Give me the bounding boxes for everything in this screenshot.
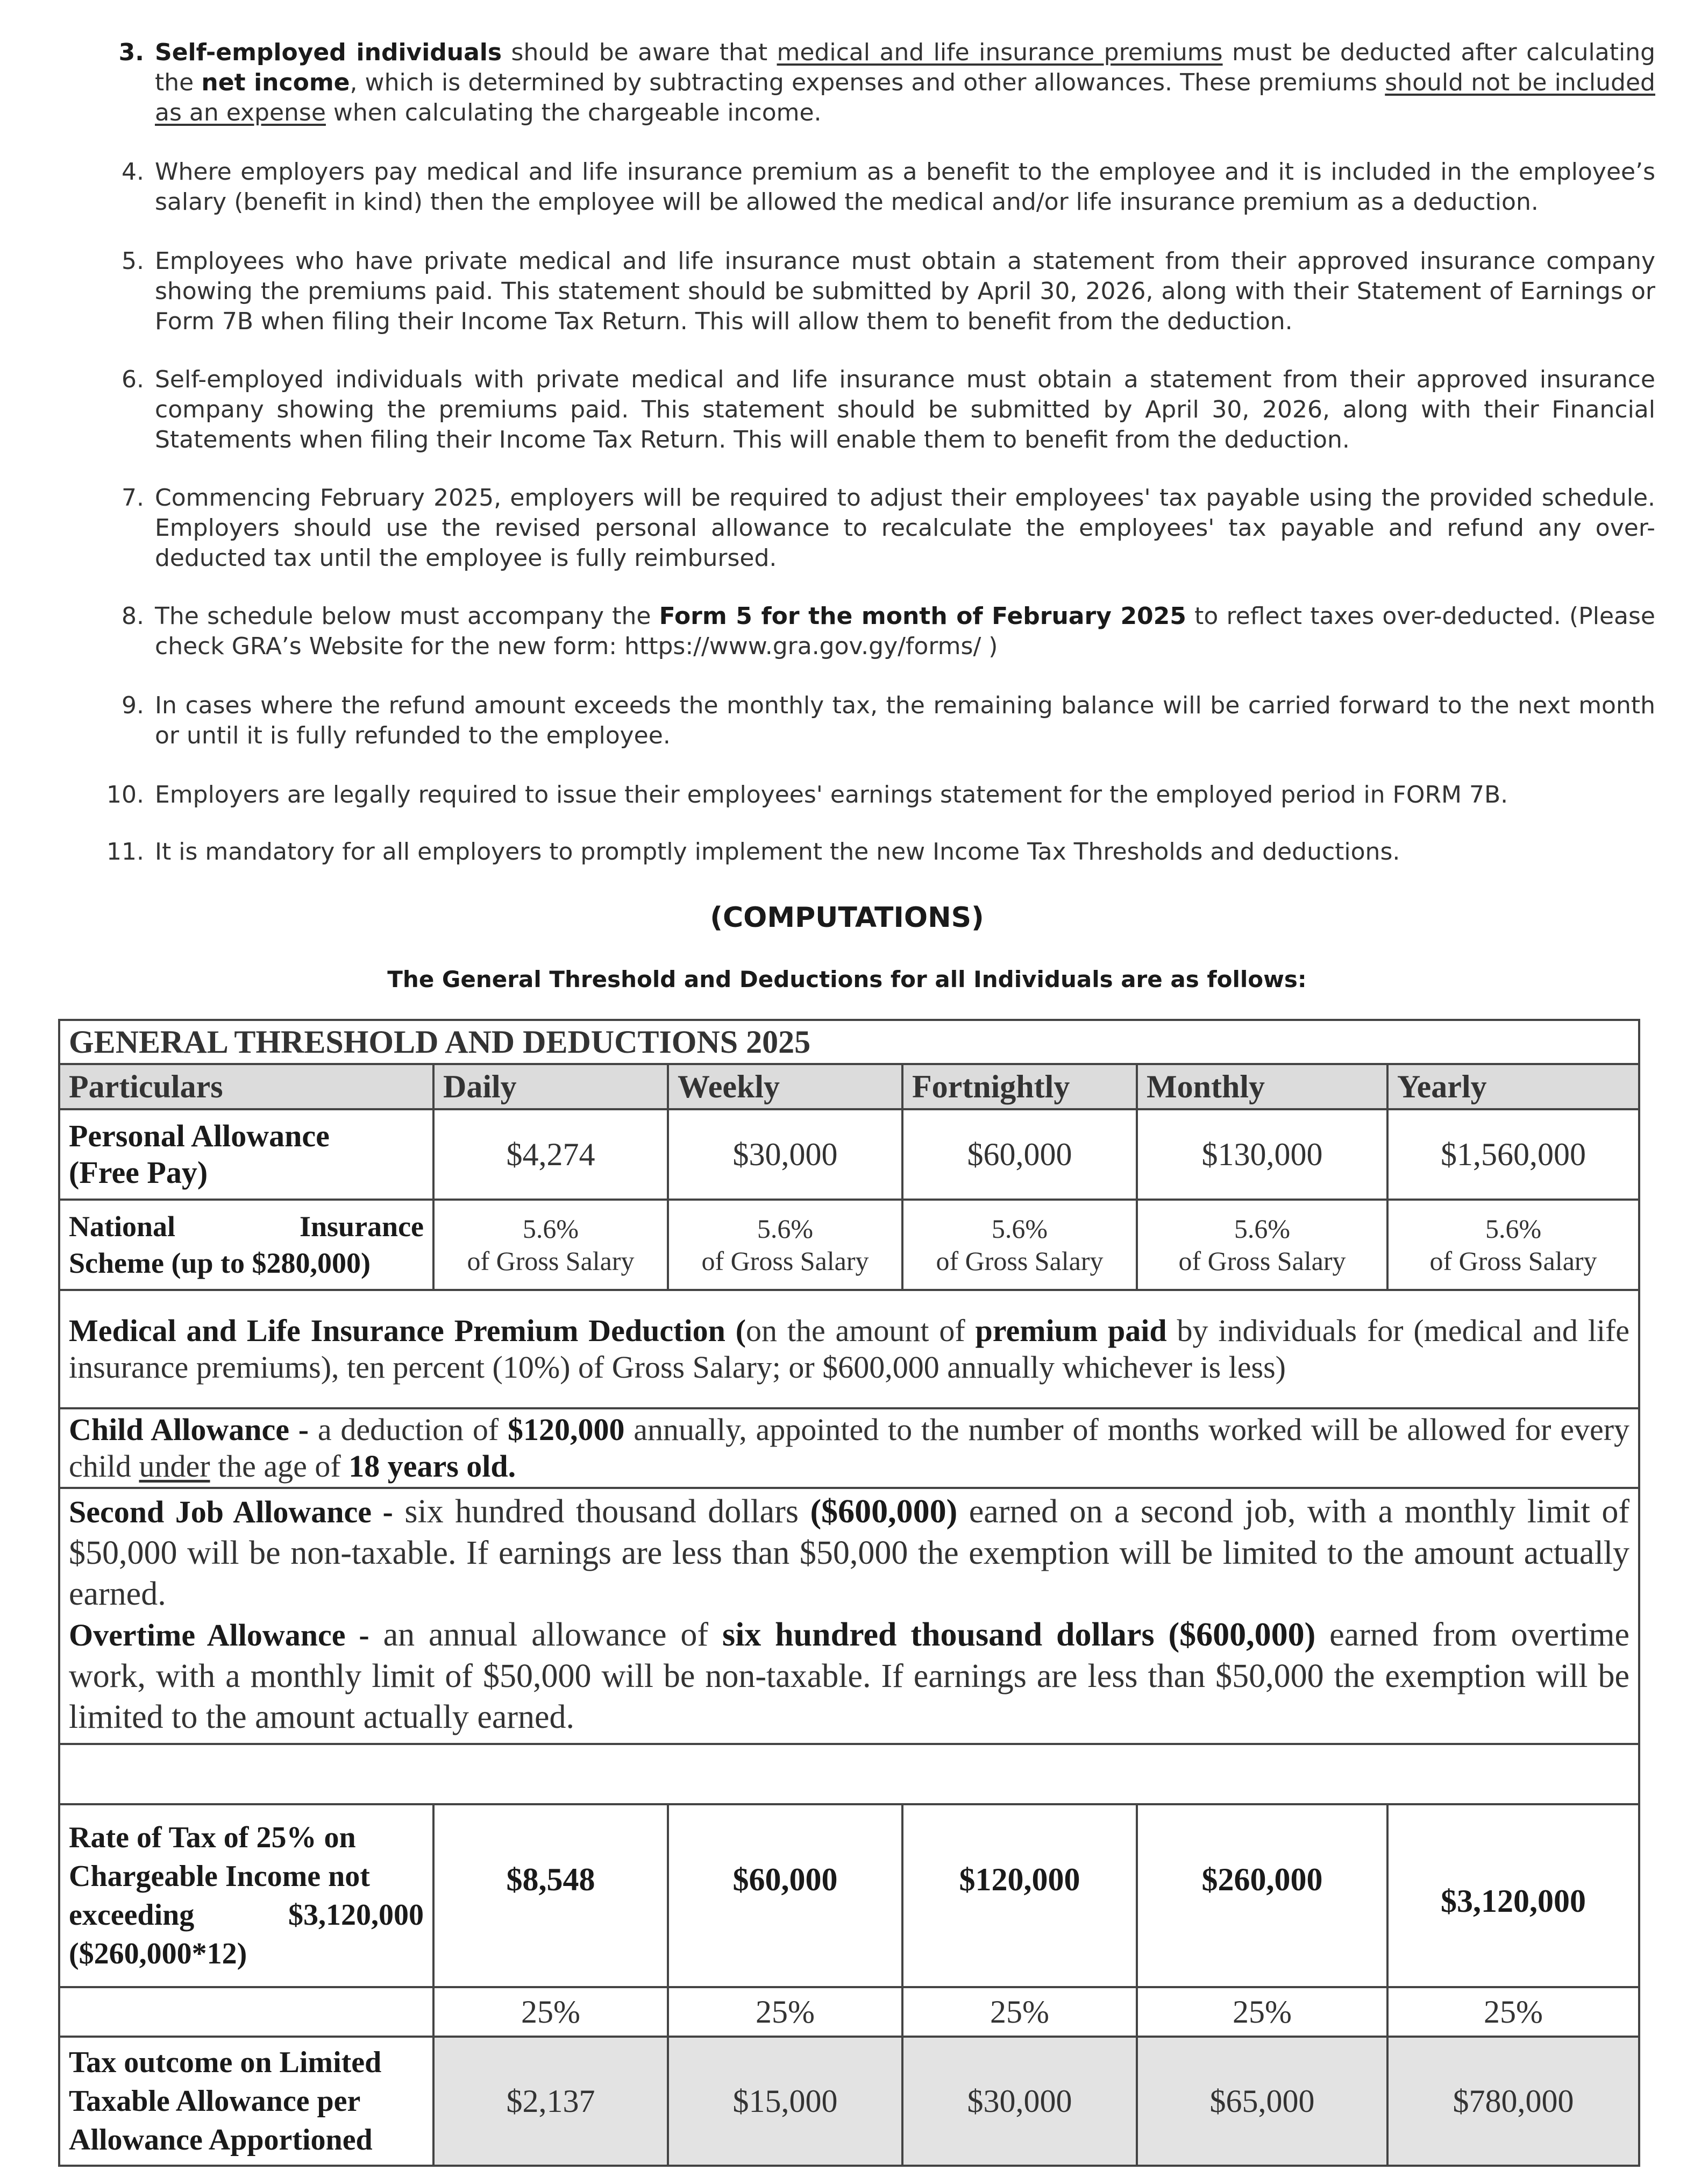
underlined-text: medical and life insurance premiums [777, 39, 1223, 66]
list-text [155, 38, 1655, 128]
header-yearly: Yearly [1387, 1064, 1639, 1109]
nis-label [59, 1200, 433, 1290]
overtime-allowance-text [59, 1614, 1639, 1744]
list-text [155, 601, 1655, 662]
table-row [59, 1987, 1639, 2037]
label-line: Allowance Apportioned [69, 2123, 373, 2157]
label-line: (Free Pay) [69, 1155, 208, 1190]
nis-rate: 5.6% [991, 1214, 1048, 1244]
label-line: Scheme (up to $280,000) [69, 1247, 371, 1279]
list-number: 5. [122, 247, 144, 275]
list-number: 11. [106, 838, 144, 866]
rate-value: 25% [1484, 1994, 1543, 2030]
list-text: Where employers pay medical and life insurance premium as a benefit to the employee and it is included in the employee’s salary (benefit in kind) then the employee will be allowed the medical and/or life insurance premium as a deduction. [155, 158, 1655, 216]
rate-value: 25% [990, 1994, 1049, 2030]
list-text: In cases where the refund amount exceeds the monthly tax, the remaining balance will be carried forward to the next month or until it is fully refunded to the employee. [155, 692, 1655, 749]
text: to reflect taxes over-deducted. (Please check GRA’s Website for the new form: https://www.gra.gov.gy/forms/ ) [155, 602, 1655, 660]
text: , which is determined by subtracting expenses and other allowances. These premiums [350, 69, 1385, 96]
list-number: 3. [118, 39, 144, 66]
list-text: Self-employed individuals with private medical and life insurance must obtain a statement from their approved insurance company showing the premiums paid. This statement should be submitted by April 30, 2026, along with their Financial Statements when filing their Income Tax Return. This will enable them to benefit from the deduction. [155, 366, 1655, 453]
table-cell: $30,000 [668, 1109, 902, 1200]
rate-label [59, 1804, 433, 1987]
bold-text: six hundred thousand dollars ($600,000) [722, 1616, 1316, 1653]
list-text: Commencing February 2025, employers will be required to adjust their employees' tax payable using the provided schedule. Employers should use the revised personal allowance to recalculate the employees' tax payable and refund any over-deducted tax until the employee is fully reimbursed. [155, 484, 1655, 572]
medical-deduction-text [59, 1290, 1639, 1408]
label-line: Taxable Allowance per [69, 2084, 361, 2118]
bold-text: net income [201, 69, 350, 96]
header-monthly: Monthly [1137, 1064, 1387, 1109]
nis-rate: 5.6% [1485, 1214, 1542, 1244]
text: when calculating the chargeable income. [325, 99, 822, 126]
bold-text: ($600,000) [810, 1493, 958, 1530]
nis-basis: of Gross Salary [1429, 1246, 1597, 1276]
table-row [59, 1488, 1639, 1614]
table-row [59, 1614, 1639, 1744]
table-cell [668, 1987, 902, 2037]
table-title: GENERAL THRESHOLD AND DEDUCTIONS 2025 [59, 1020, 1639, 1064]
list-number: 10. [106, 781, 144, 809]
list-text: Employees who have private medical and life insurance must obtain a statement from their approved insurance company showing the premiums paid. This statement should be submitted by April 30, 2026, along with their Statement of Earnings or Form 7B when filing their Income Tax Return. This will allow them to benefit from the deduction. [155, 247, 1655, 335]
bold-text: $120,000 [507, 1412, 625, 1447]
text: on the amount of [746, 1313, 976, 1348]
label-word: National [69, 1210, 176, 1243]
text: by individuals for (medical and life insurance premiums), ten percent (10%) of Gross Salary; or $600,000 annually whichever is less) [69, 1313, 1630, 1385]
list-text: Employers are legally required to issue their employees' earnings statement for the employed period in FORM 7B. [155, 781, 1508, 809]
table-cell [1137, 1200, 1387, 1290]
table-cell [433, 1200, 668, 1290]
text: an annual allowance of [369, 1616, 722, 1653]
table-cell: $60,000 [668, 1804, 902, 1987]
table-cell [1137, 1987, 1387, 2037]
nis-basis: of Gross Salary [701, 1246, 869, 1276]
list-number: 8. [122, 602, 144, 630]
label-line: Personal Allowance [69, 1118, 330, 1153]
label-line: Chargeable Income not [69, 1860, 370, 1893]
table-row [59, 1290, 1639, 1408]
table-row [59, 2037, 1639, 2166]
table-cell: $260,000 [1137, 1804, 1387, 1987]
label-word: exceeding [69, 1898, 195, 1932]
text: a deduction of [309, 1412, 508, 1447]
text: six hundred thousand dollars [393, 1493, 810, 1530]
table-title-row [59, 1020, 1639, 1064]
table-cell: $30,000 [902, 2037, 1137, 2166]
second-job-allowance-text [59, 1488, 1639, 1614]
list-number: 7. [122, 484, 144, 512]
bold-text: Medical and Life Insurance Premium Deduction ( [69, 1313, 746, 1348]
header-weekly: Weekly [668, 1064, 902, 1109]
nis-rate: 5.6% [757, 1214, 814, 1244]
text: earned on a second job, with a monthly limit of $50,000 will be non-taxable. If earnings are less than $50,000 the exemption will be limited to the amount actually earned. [69, 1493, 1630, 1612]
table-cell: $3,120,000 [1387, 1804, 1639, 1987]
child-allowance-text [59, 1408, 1639, 1488]
underlined-text: under [139, 1449, 210, 1484]
table-cell [902, 1987, 1137, 2037]
bold-text: premium paid [975, 1313, 1167, 1348]
nis-rate: 5.6% [1234, 1214, 1291, 1244]
table-cell: $1,560,000 [1387, 1109, 1639, 1200]
table-cell [668, 1200, 902, 1290]
list-number: 4. [122, 158, 144, 186]
nis-basis: of Gross Salary [936, 1246, 1104, 1276]
rate-value: 25% [756, 1994, 815, 2030]
header-particulars: Particulars [59, 1064, 433, 1109]
bold-text: Second Job Allowance - [69, 1494, 393, 1529]
nis-basis: of Gross Salary [1178, 1246, 1346, 1276]
label-line: Rate of Tax of 25% on [69, 1821, 356, 1854]
text: should be aware that [502, 39, 777, 66]
threshold-table [58, 1019, 1640, 2167]
rate-value: 25% [521, 1994, 580, 2030]
table-cell [902, 1200, 1137, 1290]
empty-cell [59, 1744, 1639, 1804]
table-row [59, 1804, 1639, 1987]
bold-text: Overtime Allowance - [69, 1618, 369, 1653]
text: The schedule below must accompany the [155, 602, 659, 630]
table-header-row [59, 1064, 1639, 1109]
empty-cell [59, 1987, 433, 2037]
table-row [59, 1200, 1639, 1290]
nis-rate: 5.6% [522, 1214, 579, 1244]
table-cell: $780,000 [1387, 2037, 1639, 2166]
text: must be deducted after calculating the [155, 39, 1656, 96]
empty-row [59, 1744, 1639, 1804]
table-row [59, 1109, 1639, 1200]
table-cell: $15,000 [668, 2037, 902, 2166]
table-row [59, 1408, 1639, 1488]
text: the age of [210, 1449, 349, 1484]
computations-heading: (COMPUTATIONS) [710, 902, 984, 934]
outcome-label [59, 2037, 433, 2166]
table-cell: $60,000 [902, 1109, 1137, 1200]
underlined-text: should not be included as an expense [155, 69, 1655, 126]
table-cell: $4,274 [433, 1109, 668, 1200]
label-word: Insurance [299, 1210, 424, 1243]
bold-text: Child Allowance - [69, 1412, 309, 1447]
text: earned from overtime work, with a monthly limit of $50,000 will be non-taxable. If earnings are less than $50,000 the exemption will be limited to the amount actually earned. [69, 1616, 1630, 1735]
header-daily: Daily [433, 1064, 668, 1109]
table-cell: $120,000 [902, 1804, 1137, 1987]
nis-basis: of Gross Salary [467, 1246, 635, 1276]
list-number: 9. [122, 692, 144, 719]
table-cell: $2,137 [433, 2037, 668, 2166]
table-cell [1387, 1200, 1639, 1290]
personal-allowance-label [59, 1109, 433, 1200]
bold-text: 18 years old. [348, 1449, 516, 1484]
table-cell [1387, 1987, 1639, 2037]
subheading: The General Threshold and Deductions for all Individuals are as follows: [387, 966, 1307, 992]
list-number: 6. [122, 366, 144, 393]
bold-text: Self-employed individuals [155, 39, 502, 66]
table-cell: $65,000 [1137, 2037, 1387, 2166]
header-fortnightly: Fortnightly [902, 1064, 1137, 1109]
label-line: Tax outcome on Limited [69, 2046, 382, 2079]
text: annually, appointed to the number of months worked will be allowed for every child [69, 1412, 1630, 1484]
table-cell: $8,548 [433, 1804, 668, 1987]
bold-text: Form 5 for the month of February 2025 [659, 602, 1186, 630]
label-line: ($260,000*12) [69, 1937, 247, 1970]
rate-value: 25% [1233, 1994, 1292, 2030]
table-cell [433, 1987, 668, 2037]
label-word: $3,120,000 [288, 1898, 424, 1932]
list-text: It is mandatory for all employers to promptly implement the new Income Tax Thresholds and deductions. [155, 838, 1400, 866]
table-cell: $130,000 [1137, 1109, 1387, 1200]
